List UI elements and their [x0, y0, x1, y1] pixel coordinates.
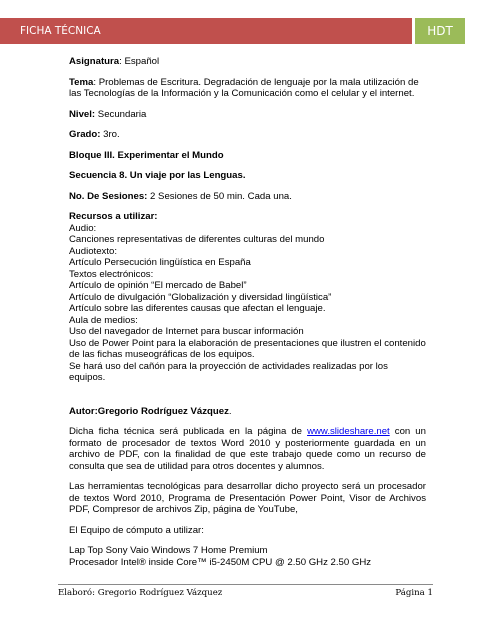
document-body: [69, 56, 426, 568]
recurso-item: Se hará uso del cañón para la proyección de actividades realizadas por los equipos.: [69, 360, 388, 383]
recurso-item: Canciones representativas de diferentes culturas del mundo: [69, 234, 325, 245]
recurso-item: Artículo de opinión “El mercado de Babel”: [69, 280, 247, 291]
tema-line: [69, 77, 426, 100]
sesiones-value: 2 Sesiones de 50 min. Cada una.: [147, 190, 292, 202]
recurso-item: Artículo Persecución lingüística en España: [69, 257, 251, 268]
recurso-item: Artículo sobre las diferentes causas que afectan el lenguaje.: [69, 303, 326, 314]
asignatura-label: Asignatura: [69, 56, 120, 67]
asignatura-value: : Español: [119, 56, 160, 67]
bloque-title: Bloque III. Experimentar el Mundo: [69, 149, 224, 161]
recurso-item: Audio:: [69, 222, 97, 234]
parrafo-equipo: El Equipo de cómputo a utilizar:: [69, 524, 204, 536]
equipo-item: Lap Top Sony Vaio Windows 7 Home Premium: [69, 545, 268, 556]
footer-page-number: Página 1: [395, 588, 433, 598]
recurso-item: Artículo de divulgación “Globalización y diversidad lingüística”: [69, 291, 332, 303]
footer-author: Elaboró: Gregorio Rodríguez Vázquez: [58, 588, 223, 598]
parrafo-herramientas: Las herramientas tecnológicas para desarrollar dicho proyecto será un procesador de textos Word 2010, Programa de Presentación Power Point, Visor de Archivos PDF, Compresor de archivos Zip, página de YouTube,: [69, 481, 426, 515]
page-footer: [58, 584, 433, 598]
recurso-item: Textos electrónicos:: [69, 268, 154, 280]
slideshare-link[interactable]: www.slideshare.net: [307, 426, 390, 437]
nivel-label: Nivel:: [69, 108, 96, 120]
recurso-item: Audiotexto:: [69, 245, 118, 257]
recursos-label: Recursos a utilizar:: [69, 211, 158, 222]
nivel-value: Secundaria: [95, 108, 147, 120]
grado-value: 3ro.: [100, 129, 120, 140]
nivel-line: [69, 109, 426, 121]
recurso-item: Aula de medios:: [69, 314, 138, 326]
equipo-list: [69, 545, 426, 568]
autor-label: Autor:Gregorio Rodríguez Vázquez: [69, 405, 229, 417]
grado-label: Grado:: [69, 129, 101, 140]
autor-line: [69, 406, 426, 418]
parrafo1-before: Dicha ficha técnica será publicada en la página de: [69, 426, 308, 437]
tema-value: : Problemas de Escritura. Degradación de lenguaje por la mala utilización de las Tecnologías de la Información y la Comunicación como el celular y el internet.: [69, 76, 419, 99]
sesiones-label: No. De Sesiones:: [69, 190, 148, 202]
page-header: [0, 18, 495, 44]
grado-line: [69, 129, 426, 141]
header-badge: HDT: [415, 18, 465, 44]
parrafo-publicacion: [69, 426, 426, 472]
recurso-item: Uso del navegador de Internet para buscar información: [69, 326, 304, 337]
header-title: FICHA TÉCNICA: [0, 18, 412, 44]
autor-suffix: .: [228, 405, 232, 417]
equipo-item: Procesador Intel® inside Core™ i5-2450M CPU @ 2.50 GHz 2.50 GHz: [69, 556, 372, 568]
tema-label: Tema: [69, 76, 94, 88]
bloque-line: [69, 150, 426, 162]
parrafo1-after: con un formato de procesador de textos Word 2010 y posteriormente guardada en un archivo de PDF, con la finalidad de que este trabajo quede como un recurso de consulta que sea de utilidad para otros docentes y alumnos.: [69, 426, 426, 472]
asignatura-line: [69, 56, 426, 68]
secuencia-line: [69, 170, 426, 182]
recursos-section: [69, 211, 426, 384]
sesiones-line: [69, 191, 426, 203]
recurso-item: Uso de Power Point para la elaboración de presentaciones que ilustren el contenido de las fichas museográficas de los equipos.: [69, 337, 426, 360]
secuencia-title: Secuencia 8. Un viaje por las Lenguas.: [69, 170, 246, 181]
